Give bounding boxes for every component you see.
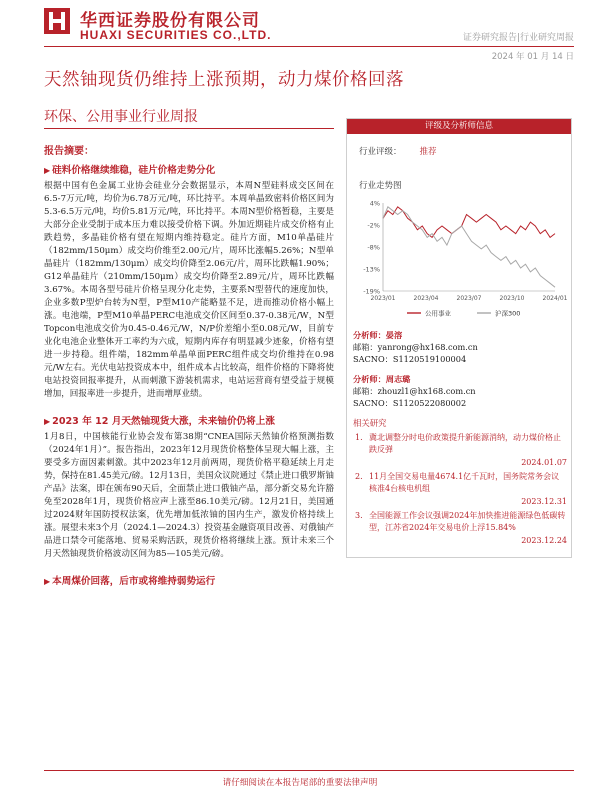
abstract-title: 报告摘要： bbox=[44, 146, 94, 157]
email-label: 邮箱： bbox=[353, 342, 378, 352]
y-tick-label: -19% bbox=[363, 287, 380, 296]
report-type-tag: 证券研究报告|行业研究周报 bbox=[462, 33, 574, 43]
analyst-email: zhouzl1@hx168.com.cn bbox=[377, 386, 476, 396]
section-title-silicon bbox=[44, 164, 334, 177]
related-research bbox=[353, 417, 567, 549]
related-research-title: 相关研究 bbox=[353, 418, 387, 428]
report-body bbox=[44, 142, 334, 591]
company-name-cn: 华西证券股份有限公司 bbox=[80, 11, 260, 31]
y-tick-label: -8% bbox=[367, 243, 380, 252]
footer-divider bbox=[44, 770, 574, 771]
report-date: 2024 年 01 月 14 日 bbox=[491, 52, 574, 62]
legal-notice-footer: 请仔细阅读在本报告尾部的重要法律声明 bbox=[222, 778, 378, 788]
company-name-en: HUAXI SECURITIES CO.,LTD. bbox=[80, 28, 272, 42]
analyst-sacno: S1120522080002 bbox=[392, 398, 467, 408]
section-title-uranium bbox=[44, 415, 334, 428]
page-header bbox=[0, 0, 600, 62]
section-title-coal bbox=[44, 575, 334, 588]
section-title-text: 硅料价格继续维稳，硅片价格走势分化 bbox=[52, 165, 216, 176]
analyst-name: 晏溶 bbox=[385, 330, 403, 340]
analyst-sacno: S1120519100004 bbox=[392, 354, 467, 364]
legend-label: 公用事业 bbox=[425, 309, 451, 318]
section-title-text: 2023 年 12 月天然铀现货大涨，未来铀价仍将上涨 bbox=[52, 416, 275, 427]
report-title: 天然铀现货仍维持上涨预期，动力煤价格回落 bbox=[44, 70, 404, 90]
sidebar-header: 评级及分析师信息 bbox=[347, 119, 571, 134]
rating-label: 行业评级： bbox=[359, 147, 402, 157]
series-line-utilities bbox=[383, 207, 555, 238]
y-tick-label: -13% bbox=[363, 265, 380, 274]
section-title-text: 本周煤价回落，后市或将维持弱势运行 bbox=[52, 576, 216, 587]
legend-label: 沪深300 bbox=[495, 309, 521, 318]
sacno-label: SACNO： bbox=[353, 354, 393, 364]
analyst-card-1 bbox=[353, 329, 567, 365]
x-tick-label: 2024/01 bbox=[542, 295, 568, 302]
related-item[interactable]: 3. 全国能源工作会议强调2024年加快推进能源绿色低碳转型，江苏省2024年交易电价上浮15.84% 2023.12.24 bbox=[355, 511, 567, 545]
related-item-text: 11月全国交易电量4674.1亿千瓦时，国务院常务会议核准4台核电机组 bbox=[369, 472, 560, 493]
x-tick-label: 2023/10 bbox=[499, 295, 525, 302]
analyst-role: 分析师： bbox=[353, 374, 386, 384]
trend-chart-label: 行业走势图 bbox=[359, 181, 402, 191]
subtitle-divider bbox=[44, 128, 334, 129]
email-label: 邮箱： bbox=[353, 386, 378, 396]
x-tick-label: 2023/04 bbox=[413, 295, 439, 302]
industry-trend-chart bbox=[349, 195, 569, 325]
analyst-role: 分析师： bbox=[353, 330, 386, 340]
triangle-bullet-icon: ▶ bbox=[44, 577, 51, 586]
y-tick-label: 4% bbox=[369, 199, 380, 208]
triangle-bullet-icon: ▶ bbox=[44, 417, 51, 426]
sacno-label: SACNO： bbox=[353, 398, 393, 408]
related-item-text: 全国能源工作会议强调2024年加快推进能源绿色低碳转型，江苏省2024年交易电价上浮15.84% bbox=[369, 511, 566, 532]
y-tick-label: -2% bbox=[367, 221, 380, 230]
related-item[interactable]: 1. 冀北调整分时电价政策提升新能源消纳，动力煤价格止跌反弹 2024.01.07 bbox=[355, 433, 567, 467]
related-item-date: 2023.12.31 bbox=[521, 497, 567, 506]
x-tick-label: 2023/01 bbox=[370, 295, 396, 302]
header-divider bbox=[44, 46, 574, 47]
section-paragraph-uranium: 1月8日，中国核能行业协会发布第38期“CNEA国际天然铀价格预测指数（2024年1月）”。报告指出，2023年12月现货价格整体呈现大幅上涨，主要受多方面因素刺激。其中2023年12月前两周，现货价格平稳延续上月走势，保持在81.45美元/磅。12月13日，美国众议院通过《禁止进口俄罗斯铀产品》法案，即在颁布90天后，全面禁止进口俄铀产品，部分新交易允许豁免至2028年1月，现货价格应声上涨至86.10美元/磅。12月21日，美国通过2024财年国防授权法案，优先增加低浓铀的国内生产，激发价格持续上涨。展望未来3个月（2024.1—2024.3）投资基金融资项目改善、对俄铀产品进口禁令可能落地、贸易采购活跃，现货价格将继续上涨。预计未来三个月天然铀现货价格波动区间为85—105美元/磅。 bbox=[44, 432, 334, 559]
x-tick-label: 2023/07 bbox=[456, 295, 482, 302]
report-subtitle: 环保、公用事业行业周报 bbox=[44, 109, 198, 125]
huaxi-logo-icon bbox=[44, 8, 70, 34]
analyst-card-2 bbox=[353, 373, 567, 409]
related-item-text: 冀北调整分时电价政策提升新能源消纳，动力煤价格止跌反弹 bbox=[369, 433, 561, 454]
analyst-name: 周志璐 bbox=[385, 374, 411, 384]
related-item-date: 2023.12.24 bbox=[521, 536, 567, 545]
related-item[interactable]: 2. 11月全国交易电量4674.1亿千瓦时，国务院常务会议核准4台核电机组 2023.12.31 bbox=[355, 472, 567, 506]
triangle-bullet-icon: ▶ bbox=[44, 166, 51, 175]
related-item-date: 2024.01.07 bbox=[521, 458, 567, 467]
industry-rating bbox=[359, 145, 437, 157]
rating-analyst-sidebar bbox=[346, 118, 572, 558]
rating-value: 推荐 bbox=[419, 147, 437, 157]
section-paragraph-silicon: 根据中国有色金属工业协会硅业分会数据显示，本周N型硅料成交区间在6.5-7万元/吨，均价为6.78万元/吨，环比持平。本周单晶致密料价格区间为5.3-6.5万元/吨，均价5.81万元/吨，环比持平。本周N型价格暂稳，主要是大部分企业受制于成本压力难以接受价格下调。外加近期硅片成交价格有止跌趋势，多晶硅价格有望在短期内维持稳定。硅片方面，M10单晶硅片（182mm/150μm）成交均价维至2.00元/片，周环比涨幅5.26%；N型单晶硅片（182mm/130μm）成交均价降至2.06元/片，周环比跌幅1.90%；G12单晶硅片（210mm/150μm）成交均价降至2.89元/片，周环比跌幅3.67%。本周各型号硅片价格呈现分化走势，主要系N型替代的速度加快，企业多数P型炉台转为N型，P型M10产能略显不足，进而推动价格小幅上涨。电池端，P型M10单晶PERC电池成交价区间至0.37-0.38元/W，N型Topcon电池成交价为0.45-0.46元/W，N/P价差缩小至0.08元/W，目前专业化电池企业整体开工率约为六成，短期内库存有明显减少迹象，价格有望进一步持稳。组件端，182mm单晶单面PERC组件成交均价维持在0.98元/W左右。光伏电站投资成本中，组件成本占比较高，组件价格的下降将使电站投资回报率提升，从而刺激下游装机需求，电站运营商有望受益于规模增加，回报率进一步提升，进而增厚业绩。 bbox=[44, 181, 334, 399]
analyst-email: yanrong@hx168.com.cn bbox=[377, 342, 478, 352]
